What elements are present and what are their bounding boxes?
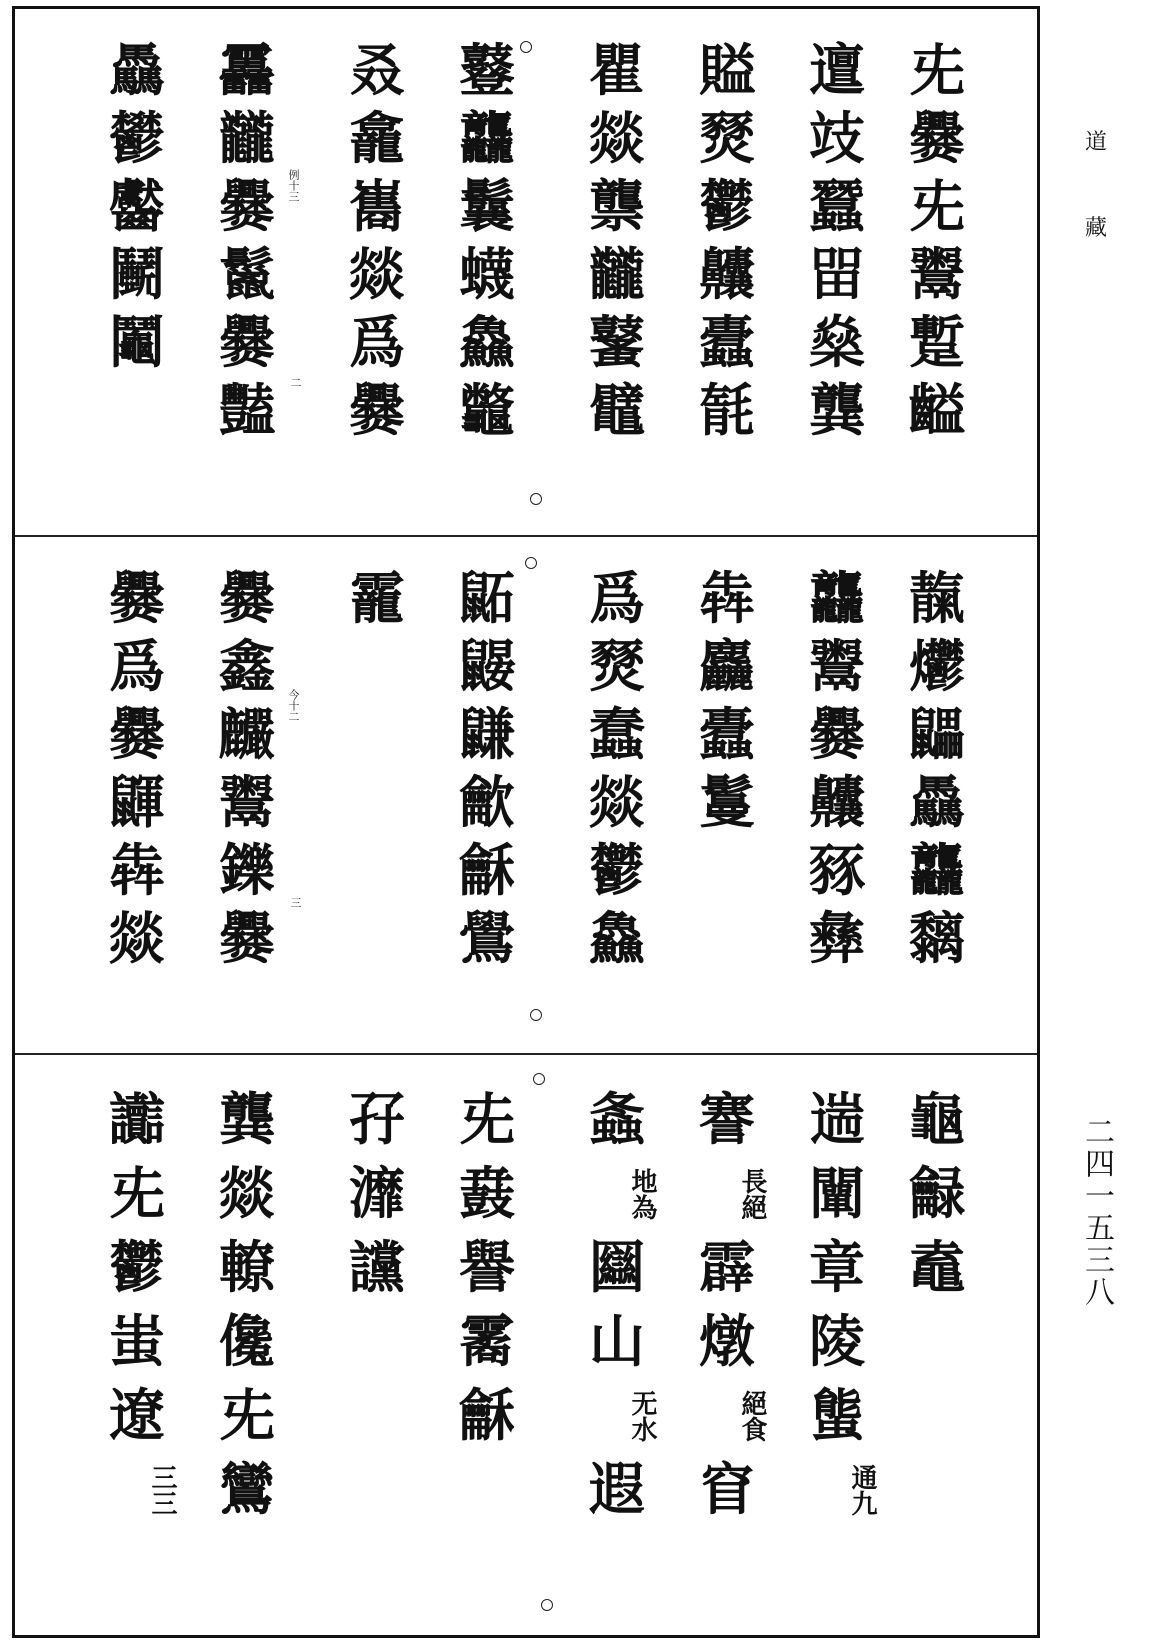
seal-glyph: 麤 <box>699 634 755 700</box>
text-column <box>445 565 529 973</box>
seal-glyph: 兂 <box>909 174 965 240</box>
seal-glyph: 鸞 <box>219 1457 275 1523</box>
seal-glyph: 謇 <box>699 1087 755 1153</box>
seal-glyph <box>335 1305 419 1379</box>
text-band-3 <box>15 1055 1037 1635</box>
seal-glyph: 爨 <box>219 310 275 376</box>
text-column <box>685 37 769 445</box>
seal-glyph: 燹 <box>589 634 645 700</box>
seal-glyph: 鬰 <box>109 106 165 172</box>
circle-mark <box>525 557 537 569</box>
text-column <box>795 565 879 973</box>
seal-glyph: 山 <box>589 1309 645 1375</box>
seal-glyph: 鑠 <box>219 838 275 904</box>
seal-glyph <box>335 1379 419 1453</box>
page-frame <box>12 6 1040 1638</box>
text-column <box>685 565 769 973</box>
seal-glyph: 犇 <box>699 566 755 632</box>
seal-glyph: 兂 <box>459 1087 515 1153</box>
circle-mark <box>520 41 532 53</box>
seal-glyph: 毻 <box>699 378 755 444</box>
seal-glyph: 爨 <box>219 174 275 240</box>
text-column <box>575 1083 659 1527</box>
seal-glyph: 叒 <box>349 38 405 104</box>
seal-glyph: 鷽 <box>459 906 515 972</box>
text-column <box>795 1083 879 1527</box>
text-column <box>895 1083 979 1527</box>
seal-glyph: 陵 <box>809 1309 865 1375</box>
seal-glyph: 无水 <box>627 1390 657 1442</box>
seal-glyph: 孖 <box>349 1087 405 1153</box>
seal-glyph: 鼖 <box>459 1161 515 1227</box>
seal-glyph: 燚 <box>589 770 645 836</box>
seal-glyph: 讟 <box>109 1087 165 1153</box>
seal-glyph: 圝 <box>589 1235 645 1301</box>
seal-glyph: 鼁 <box>909 1235 965 1301</box>
seal-glyph: 靇 <box>349 566 405 632</box>
seal-glyph: 攱 <box>809 106 865 172</box>
text-column <box>575 37 659 445</box>
seal-glyph: 燹 <box>699 106 755 172</box>
seal-glyph: 鼸 <box>459 702 515 768</box>
seal-glyph: 龜 <box>909 1087 965 1153</box>
seal-glyph: 鬭 <box>109 242 165 308</box>
seal-glyph: 譽 <box>459 1235 515 1301</box>
text-band-2 <box>15 537 1037 1051</box>
seal-glyph: 螽 <box>589 1087 645 1153</box>
seal-glyph: 爨 <box>109 566 165 632</box>
seal-glyph: 鬮 <box>109 310 165 376</box>
seal-glyph: 鬱 <box>699 174 755 240</box>
seal-glyph: 瞿 <box>589 38 645 104</box>
text-column <box>795 37 879 445</box>
text-column <box>95 37 179 445</box>
seal-glyph: 麣 <box>219 702 275 768</box>
margin-note: 二 <box>289 377 302 388</box>
seal-glyph: 兂 <box>909 38 965 104</box>
circle-mark <box>530 1009 542 1021</box>
text-column <box>445 37 529 445</box>
seal-glyph: 龣 <box>909 1161 965 1227</box>
seal-glyph: 遄 <box>809 1087 865 1153</box>
seal-glyph: 蠹 <box>699 702 755 768</box>
seal-glyph: 轑 <box>219 1235 275 1301</box>
seal-glyph: 遼 <box>109 1383 165 1449</box>
seal-glyph: 靐 <box>219 38 275 104</box>
seal-glyph: 讜 <box>349 1235 405 1301</box>
text-column <box>205 565 289 973</box>
margin-note: 三 <box>289 897 302 908</box>
seal-glyph: 爨 <box>219 566 275 632</box>
seal-glyph: 鬻 <box>809 634 865 700</box>
seal-glyph <box>685 905 769 973</box>
side-title-char: 藏 <box>1084 216 1107 241</box>
seal-glyph: 鬣 <box>219 242 275 308</box>
text-column <box>445 1083 529 1527</box>
side-title <box>1066 130 1126 242</box>
seal-glyph <box>445 1453 529 1527</box>
seal-glyph: 兂 <box>219 1383 275 1449</box>
seal-glyph: 鬱 <box>109 1235 165 1301</box>
seal-glyph: 齉 <box>809 770 865 836</box>
seal-glyph: 鼺 <box>909 702 965 768</box>
seal-glyph: 爲 <box>109 634 165 700</box>
seal-glyph: 燊 <box>809 310 865 376</box>
seal-glyph: 蠶 <box>809 174 865 240</box>
seal-glyph: 爨 <box>349 378 405 444</box>
seal-glyph: 豔 <box>219 378 275 444</box>
seal-glyph: 燚 <box>349 242 405 308</box>
text-column <box>895 565 979 973</box>
seal-glyph: 鼲 <box>109 770 165 836</box>
seal-glyph: 爲 <box>589 566 645 632</box>
text-column <box>205 1083 289 1527</box>
seal-glyph: 霱 <box>459 1309 515 1375</box>
seal-glyph: 犇 <box>109 838 165 904</box>
seal-glyph <box>685 837 769 905</box>
text-band-1 <box>15 9 1037 533</box>
seal-glyph <box>895 1305 979 1379</box>
seal-glyph: 彝 <box>809 906 865 972</box>
seal-glyph: 地為 <box>627 1168 657 1220</box>
seal-glyph: 鼊 <box>589 378 645 444</box>
seal-glyph: 豩 <box>809 838 865 904</box>
seal-glyph: 邅 <box>809 38 865 104</box>
seal-glyph: 龖 <box>589 242 645 308</box>
seal-glyph: 蹔 <box>909 310 965 376</box>
seal-glyph <box>95 377 179 445</box>
text-column <box>335 1083 419 1527</box>
seal-glyph <box>335 837 419 905</box>
seal-glyph: 龘 <box>459 106 515 172</box>
seal-glyph: 螚 <box>809 1383 865 1449</box>
seal-glyph: 黐 <box>909 906 965 972</box>
text-column <box>95 565 179 973</box>
seal-glyph: 鬻 <box>909 242 965 308</box>
seal-glyph: 鱻 <box>459 310 515 376</box>
seal-glyph: 章 <box>809 1235 865 1301</box>
seal-glyph: 爩 <box>909 634 965 700</box>
seal-glyph: 龕 <box>349 106 405 172</box>
seal-glyph: 燚 <box>219 1161 275 1227</box>
seal-glyph: 齾 <box>109 174 165 240</box>
seal-glyph: 鼜 <box>589 310 645 376</box>
seal-glyph: 龘 <box>809 566 865 632</box>
seal-glyph: 龢 <box>459 1383 515 1449</box>
seal-glyph: 鼫 <box>459 566 515 632</box>
seal-glyph: 燚 <box>589 106 645 172</box>
seal-glyph: 蠛 <box>459 242 515 308</box>
seal-glyph: 靝 <box>909 566 965 632</box>
seal-glyph: 灖 <box>349 1161 405 1227</box>
seal-glyph: 爨 <box>109 702 165 768</box>
seal-glyph: 賹 <box>699 38 755 104</box>
seal-glyph <box>895 1453 979 1527</box>
seal-glyph <box>335 701 419 769</box>
seal-glyph: 長絕 <box>737 1168 767 1220</box>
circle-mark <box>541 1599 553 1611</box>
circle-mark <box>533 1073 545 1085</box>
seal-glyph: 龢 <box>459 838 515 904</box>
seal-glyph: 遐 <box>589 1457 645 1523</box>
seal-glyph: 爨 <box>809 702 865 768</box>
seal-glyph: 爨 <box>909 106 965 172</box>
seal-glyph: 爨 <box>219 906 275 972</box>
seal-glyph: 龡 <box>459 770 515 836</box>
seal-glyph: 三三 <box>147 1464 177 1516</box>
seal-glyph: 霹 <box>699 1235 755 1301</box>
seal-glyph: 龔 <box>809 378 865 444</box>
seal-glyph <box>895 1379 979 1453</box>
seal-glyph: 龞 <box>459 378 515 444</box>
seal-glyph: 兂 <box>109 1161 165 1227</box>
page-number: 二四一五三八 <box>1079 1116 1114 1308</box>
seal-glyph: 闡 <box>809 1161 865 1227</box>
text-column <box>685 1083 769 1527</box>
text-column <box>335 37 419 445</box>
seal-glyph: 燚 <box>109 906 165 972</box>
seal-glyph: 鬱 <box>589 838 645 904</box>
text-column <box>95 1083 179 1527</box>
seal-glyph: 鬻 <box>219 770 275 836</box>
seal-glyph: 通九 <box>847 1464 877 1516</box>
seal-glyph: 㽞 <box>809 242 865 308</box>
seal-glyph <box>335 633 419 701</box>
seal-glyph: 龒 <box>589 174 645 240</box>
seal-glyph: 齉 <box>699 242 755 308</box>
side-title-char: 道 <box>1084 130 1107 155</box>
seal-glyph: 齸 <box>909 378 965 444</box>
circle-mark <box>530 493 542 505</box>
text-column <box>335 565 419 973</box>
seal-glyph: 蠹 <box>699 310 755 376</box>
seal-glyph: 鼹 <box>459 634 515 700</box>
seal-glyph: 鱻 <box>589 906 645 972</box>
text-column <box>575 565 659 973</box>
seal-glyph <box>335 769 419 837</box>
seal-glyph: 龘 <box>909 838 965 904</box>
seal-glyph: 鬘 <box>699 770 755 836</box>
margin-note: 例十三 <box>287 169 300 202</box>
seal-glyph: 驫 <box>109 38 165 104</box>
seal-glyph: 龔 <box>219 1087 275 1153</box>
seal-glyph: 窅 <box>699 1457 755 1523</box>
seal-glyph: 燉 <box>699 1309 755 1375</box>
seal-glyph: 爲 <box>349 310 405 376</box>
seal-glyph: 蚩 <box>109 1309 165 1375</box>
seal-glyph: 絕食 <box>737 1390 767 1442</box>
seal-glyph: 鬤 <box>459 174 515 240</box>
seal-glyph <box>335 905 419 973</box>
seal-glyph: 蠢 <box>589 702 645 768</box>
text-column <box>895 37 979 445</box>
seal-glyph: 鼟 <box>459 38 515 104</box>
seal-glyph: 儳 <box>219 1309 275 1375</box>
seal-glyph: 驫 <box>909 770 965 836</box>
seal-glyph: 龖 <box>219 106 275 172</box>
seal-glyph: 鑫 <box>219 634 275 700</box>
seal-glyph: 巂 <box>349 174 405 240</box>
seal-glyph <box>335 1453 419 1527</box>
margin-note: 今十二 <box>287 689 300 722</box>
text-column <box>205 37 289 445</box>
